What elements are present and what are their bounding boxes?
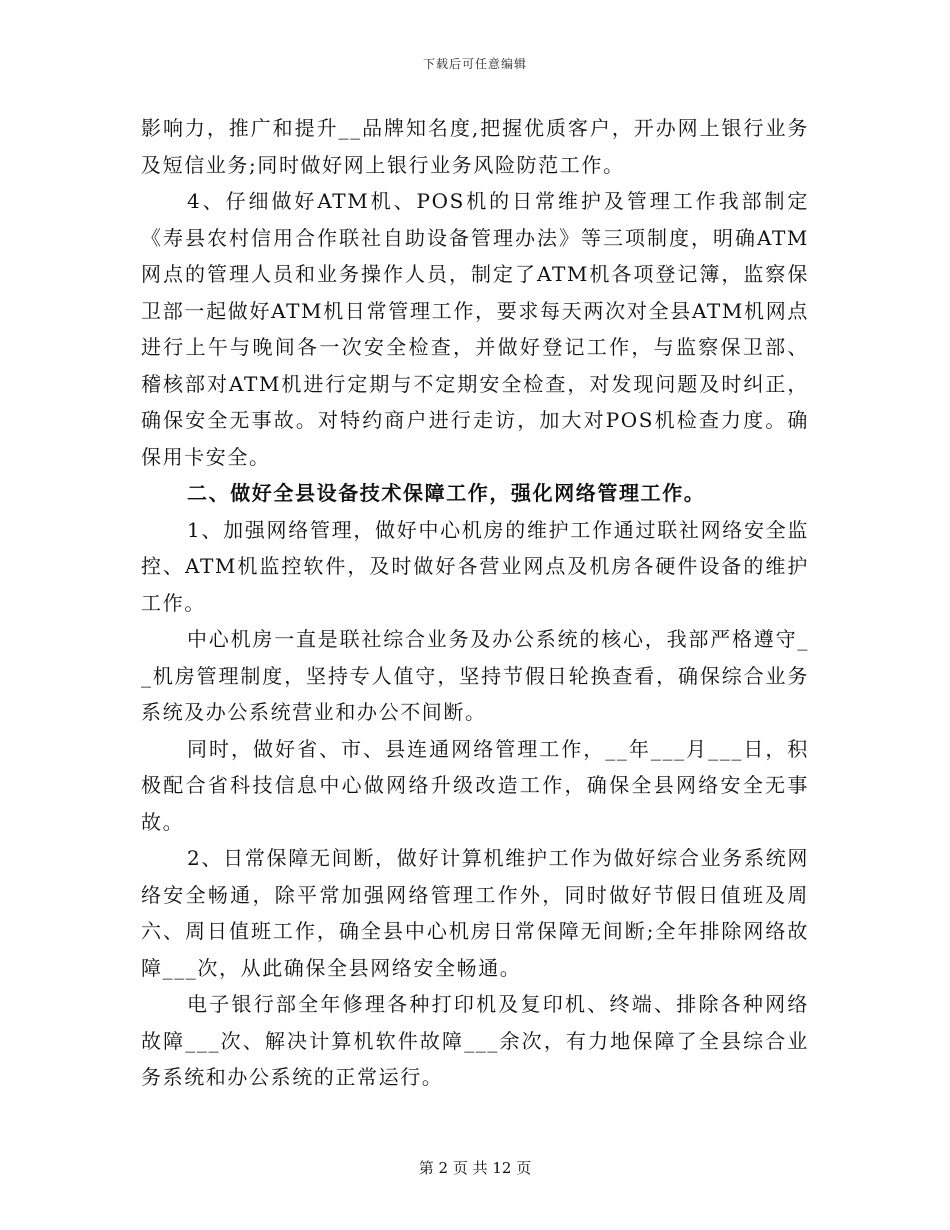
paragraph: 4、仔细做好ATM机、POS机的日常维护及管理工作我部制定《寿县农村信用合作联社自助设备管理办法》等三项制度，明确ATM网点的管理人员和业务操作人员，制定了ATM机各项登记簿，监察保卫部一起做好ATM机日常管理工作，要求每天两次对全县ATM机网点进行上午与晚间各一次安全检查，并做好登记工作，与监察保卫部、稽核部对ATM机进行定期与不定期安全检查，对发现问题及时纠正，确保安全无事故。对特约商户进行走访，加大对POS机检查力度。确保用卡安全。 [141,189,809,469]
page-number-label: 第 2 页 共 12 页 [418,1159,532,1177]
section-heading: 二、做好全县设备技术保障工作，强化网络管理工作。 [187,481,706,505]
paragraph: 2、日常保障无间断，做好计算机维护工作为做好综合业务系统网络安全畅通，除平常加强网络管理工作外，同时做好节假日值班及周六、周日值班工作，确全县中心机房日常保障无间断;全年排除网络故障___次，从此确保全县网络安全畅通。 [141,846,809,980]
page-number [0,1157,950,1178]
paragraph: 影响力，推广和提升__品牌知名度,把握优质客户，开办网上银行业务及短信业务;同时做好网上银行业务风险防范工作。 [141,116,809,177]
paragraph: 电子银行部全年修理各种打印机及复印机、终端、排除各种网络故障___次、解决计算机软件故障___余次，有力地保障了全县综合业务系统和办公系统的正常运行。 [141,992,809,1089]
paragraph: 同时，做好省、市、县连通网络管理工作，__年___月___日，积极配合省科技信息中心做网络升级改造工作，确保全县网络安全无事故。 [141,736,809,834]
paragraph: 1、加强网络管理，做好中心机房的维护工作通过联社网络安全监控、ATM机监控软件，及时做好各营业网点及机房各硬件设备的维护工作。 [141,517,809,615]
page-header-note: 下载后可任意编辑 [422,57,527,71]
document-body [141,110,809,1096]
paragraph: 中心机房一直是联社综合业务及办公系统的核心，我部严格遵守__机房管理制度，坚持专人值守，坚持节假日轮换查看，确保综合业务系统及办公系统营业和办公不间断。 [141,627,809,724]
